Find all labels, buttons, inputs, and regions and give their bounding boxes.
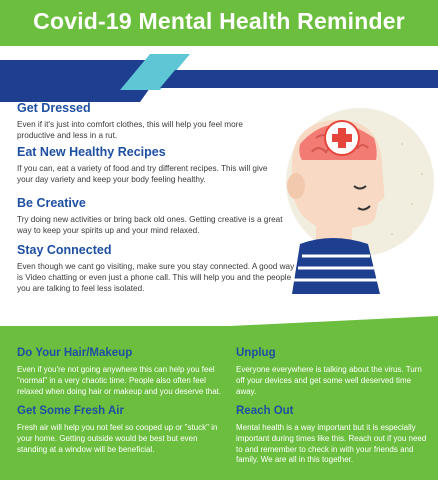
decorative-wave-divider [0,296,438,344]
tip-body: Everyone everywhere is talking about the virus. Turn off your devices and get some well deserved time away. [236,365,422,396]
tip-body: Even if you're not going anywhere this can help you feel "normal" in a very chaotic time. People also often feel relaxed when doing hair or makeup and you deserve that. [17,365,222,396]
tip-hair-makeup [17,346,227,397]
tip-title: Get Some Fresh Air [17,405,124,417]
tip-body: Fresh air will help you not feel so cooped up or "stuck" in your home. Getting outside would be best but even standing at a window will be beneficial. [17,423,218,454]
tip-body: Even if it's just into comfort clothes, this will help you feel more productive and less in a rut. [17,120,243,140]
decorative-stripe-banner [0,40,438,102]
tip-be-creative [17,196,287,236]
tip-title: Get Dressed [17,101,91,115]
tip-fresh-air [17,404,227,455]
tip-body: If you can, eat a variety of food and try different recipes. This will give your day variety and keep your body feeling healthy. [17,164,268,184]
tip-eat-recipes [17,145,287,185]
tip-title: Reach Out [236,405,294,417]
head-with-brain-icon [272,104,438,294]
tip-stay-connected [17,243,302,294]
tip-title: Be Creative [17,196,86,210]
tip-get-dressed [17,101,287,141]
tip-reach-out [236,404,431,466]
tip-title: Eat New Healthy Recipes [17,145,166,159]
page-title: Covid-19 Mental Health Reminder [33,8,405,34]
tip-body: Even though we cant go visiting, make sure you stay connected. A good way is Video chatting or even just a phone call. This will help you and the people you are talking to feel less isolated. [17,262,295,293]
tip-body: Try doing new activities or bring back old ones. Getting creative is a great way to keep your spirits up and your mind relaxed. [17,215,283,235]
tip-title: Unplug [236,347,276,359]
tip-title: Do Your Hair/Makeup [17,347,133,359]
tip-body: Mental health is a way important but it is especially important during times like this. Reach out if you need to and remember to check in with your friends and family. We are all in this together. [236,423,427,465]
tip-title: Stay Connected [17,243,112,257]
tip-unplug [236,346,431,397]
